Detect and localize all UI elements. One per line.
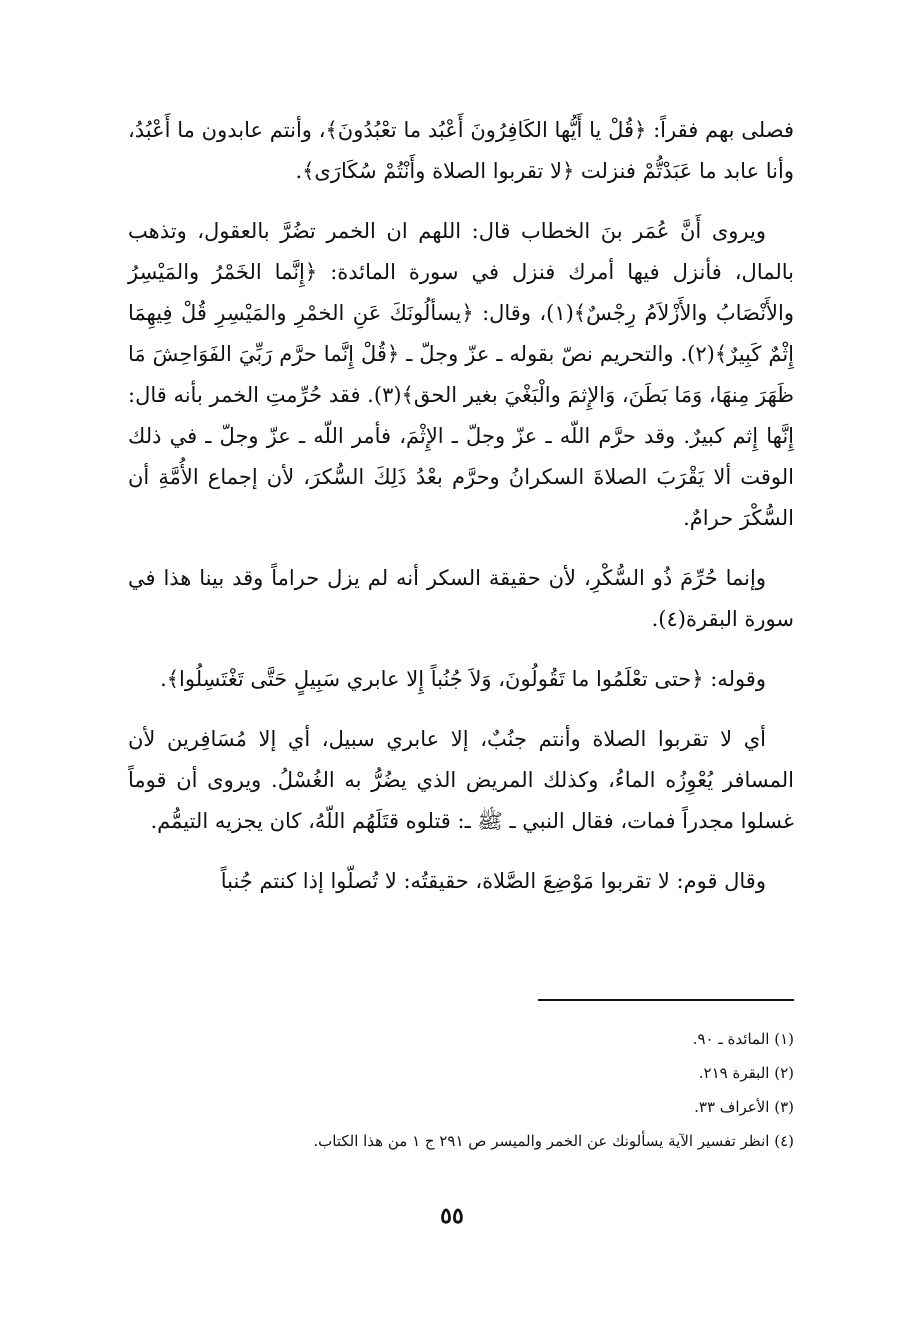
paragraph: وقال قوم: لا تقربوا مَوْضِعَ الصَّلاة، حقيقتُه: لا تُصلّوا إذا كنتم جُنباً (220, 869, 766, 893)
page-number: ٥٥ (440, 1203, 464, 1229)
paragraph: ويروى أَنَّ عُمَر بنَ الخطاب قال: اللهم ان الخمر تضُرَّ بالعقول، وتذهب بالمال، فأنزل فيها أمرك فنزل في سورة المائدة: ﴿إِنَّما الخَمْرُ والمَيْسِرُ والأَنْصَابُ والأَزْلاَمُ رِجْسٌ﴾(١)، وقال: ﴿يسألُونَكَ عَنِ الخمْرِ والمَيْسِرِ قُلْ فِيهِمَا إِثْمٌ كَبِيرٌ﴾(٢). والتحريم نصّ بقوله ـ عزّ وجلّ ـ ﴿قُلْ إِنَّما حرَّم رَبِّيَ الفَوَاحِشَ مَا ظَهَرَ مِنهَا، وَمَا بَطَنَ، وَالإِثمَ والْبَغْيَ بغير الحق﴾(٣). فقد حُرِّمتِ الخمر بأنه قال: إِنَّها إِثم كبيرٌ. وقد حرَّم اللّه ـ عزّ وجلّ ـ الإِثْمَ، فأمر اللّه ـ عزّ وجلّ ـ في ذلك الوقت ألا يَقْرَبَ الصلاةَ السكرانُ وحرَّم بعْدُ ذَلِكَ السُّكرَ، لأن إجماع الأُمَّةِ أن السُّكْرَ حرامٌ. (128, 219, 795, 530)
paragraph: وقوله: ﴿حتى تعْلَمُوا ما تَقُولُونَ، وَلاَ جُنُباً إِلا عابري سَبِيلٍ حَتَّى تَغْتَسِلُوا﴾. (160, 667, 766, 691)
footnote-divider (538, 999, 794, 1001)
paragraph: فصلى بهم فقراً: ﴿قُلْ يا أَيُّها الكَافِرُونَ أَعْبُد ما تعْبُدُونَ﴾، وأنتم عابدون ما أَعْبُدُ، وأنا عابد ما عَبَدْتُّمْ فنزلت ﴿لا تقربوا الصلاة وأَنْتُمْ سُكَارَى﴾. (128, 118, 794, 183)
footnote: (٣) الأعراف ٣٣. (694, 1098, 794, 1116)
footnote: (٢) البقرة ٢١٩. (698, 1064, 794, 1082)
footnotes (200, 1022, 794, 1158)
footnote: (١) المائدة ـ ٩٠. (692, 1030, 794, 1048)
body-text (128, 110, 794, 921)
paragraph: وإنما حُرِّمَ ذُو السُّكْرِ، لأن حقيقة السكر أنه لم يزل حراماً وقد بينا هذا في سورة البقرة(٤). (128, 566, 794, 631)
paragraph: أي لا تقربوا الصلاة وأنتم جنُبٌ، إلا عابري سبيل، أي إلا مُسَافِرين لأن المسافر يُعْوِزُه الماءُ، وكذلك المريض الذي يضُرُّ به الغُسْلُ. ويروى أن قوماً غسلوا مجدراً فمات، فقال النبي ـ ﷺ ـ: قتلوه قتَلَهُم اللّهُ، كان يجزيه التيمُّم. (128, 727, 794, 833)
footnote: (٤) انظر تفسير الآية يسألونك عن الخمر والميسر ص ٢٩١ ج ١ من هذا الكتاب. (313, 1132, 794, 1150)
